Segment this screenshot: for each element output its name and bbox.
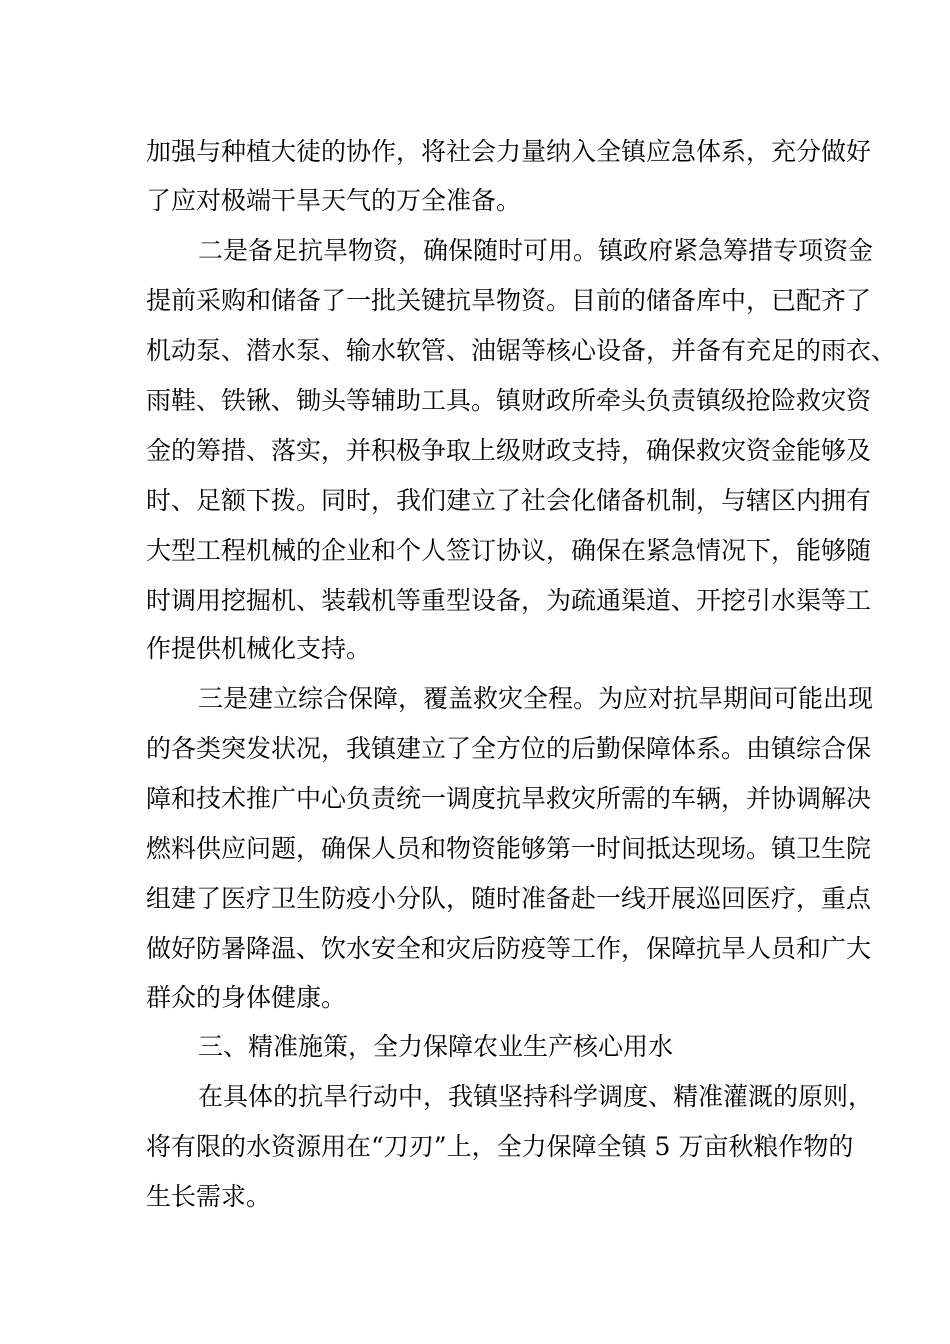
paragraph-line: 大型工程机械的企业和个人签订协议，确保在紧急情况下，能够随 [146, 536, 872, 565]
paragraph-line: 机动泵、潜水泵、输水软管、油锯等核心设备，并备有充足的雨衣、 [146, 336, 897, 365]
paragraph-line: 金的筹措、落实，并积极争取上级财政支持，确保救灾资金能够及 [146, 436, 872, 465]
paragraph-line: 二是备足抗旱物资，确保随时可用。镇政府紧急筹措专项资金 [198, 236, 874, 265]
paragraph-line: 加强与种植大徒的协作，将社会力量纳入全镇应急体系，充分做好 [146, 137, 872, 166]
paragraph-line: 燃料供应问题，确保人员和物资能够第一时间抵达现场。镇卫生院 [146, 834, 872, 863]
paragraph-line: 组建了医疗卫生防疫小分队，随时准备赴一线开展巡回医疗，重点 [146, 884, 872, 913]
section-heading: 三、精准施策，全力保障农业生产核心用水 [198, 1032, 674, 1061]
paragraph-line: 障和技术推广中心负责统一调度抗旱救灾所需的车辆，并协调解决 [146, 784, 872, 813]
paragraph-line: 的各类突发状况，我镇建立了全方位的后勤保障体系。由镇综合保 [146, 734, 872, 763]
paragraph-line: 生长需求。 [146, 1182, 272, 1211]
paragraph-line: 时、足额下拨。同时，我们建立了社会化储备机制，与辖区内拥有 [146, 486, 872, 515]
paragraph-line: 群众的身体健康。 [146, 983, 347, 1012]
paragraph-line: 三是建立综合保障，覆盖救灾全程。为应对抗旱期间可能出现 [198, 684, 874, 713]
paragraph-line: 提前采购和储备了一批关键抗旱物资。目前的储备库中，已配齐了 [146, 286, 872, 315]
paragraph-line: 了应对极端干旱天气的万全准备。 [146, 186, 522, 215]
paragraph-line: 在具体的抗旱行动中，我镇坚持科学调度、精准灌溉的原则， [198, 1082, 874, 1111]
paragraph-line: 作提供机械化支持。 [146, 634, 372, 663]
paragraph-line: 时调用挖掘机、装载机等重型设备，为疏通渠道、开挖引水渠等工 [146, 586, 872, 615]
paragraph-line: 雨鞋、铁锹、锄头等辅助工具。镇财政所牵头负责镇级抢险救灾资 [146, 386, 872, 415]
paragraph-line: 做好防暑降温、饮水安全和灾后防疫等工作，保障抗旱人员和广大 [146, 934, 872, 963]
paragraph-line: 将有限的水资源用在“刀刃”上，全力保障全镇 5 万亩秋粮作物的 [146, 1132, 854, 1161]
